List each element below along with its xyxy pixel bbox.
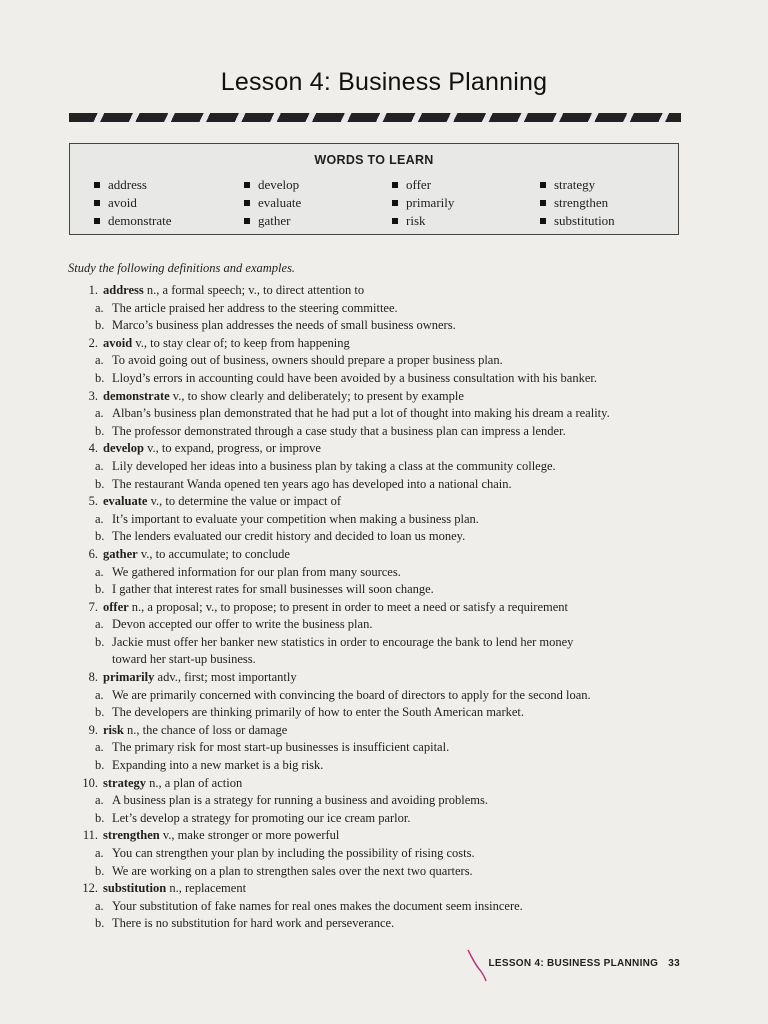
example-letter: a. [95,740,104,755]
example-sentence [74,423,694,441]
pen-mark [466,948,488,982]
entry-word: offer [103,599,129,614]
example-letter: a. [95,300,104,315]
example-sentence [74,739,694,757]
example-text: Your substitution of fake names for real ones makes the document seem insincere. [112,898,523,913]
example-text: You can strengthen your plan by including the possibility of rising costs. [112,846,475,860]
entry-word: address [103,283,144,297]
example-letter: a. [95,687,104,702]
example-sentence [74,704,694,722]
example-letter: a. [95,617,104,632]
example-letter: b. [95,423,105,438]
entry-word: primarily [103,670,155,685]
entry-definition: n., a formal speech; v., to direct attention to [143,283,365,297]
example-letter: a. [95,458,104,473]
example-text: There is no substitution for hard work and perseverance. [112,916,395,931]
example-sentence [74,863,694,881]
entry-head [74,827,694,845]
entry-definition: v., to accumulate; to conclude [137,546,290,561]
example-letter: b. [95,863,105,878]
entry-number: 4. [88,441,98,456]
entry-head [74,493,694,511]
entry-head [74,282,694,300]
example-sentence [74,757,694,775]
word-item: gather [244,212,301,230]
entry-word: strengthen [103,828,160,843]
entry-number: 6. [88,546,98,561]
example-text: We gathered information for our plan from many sources. [112,564,401,579]
page-title: Lesson 4: Business Planning [220,68,548,96]
example-text: The developers are thinking primarily of how to enter the South American market. [112,705,525,720]
example-text: The restaurant Wanda opened ten years ago has developed into a national chain. [112,476,512,491]
word-column [540,176,615,230]
example-sentence [74,687,694,705]
entry-word: risk [103,722,124,737]
definition-entry [74,335,694,388]
example-sentence [74,511,694,529]
entry-number: 9. [88,722,98,737]
example-text: Jackie must offer her banker new statistics in order to encourage the bank to lend her money [112,634,574,649]
entry-head [74,388,694,406]
word-item: evaluate [244,194,301,212]
definition-entry [74,775,694,828]
page-number: 33 [668,958,680,969]
example-letter: a. [95,846,104,860]
word-item: strategy [540,176,615,194]
example-letter: b. [95,810,105,825]
footer-label: LESSON 4: BUSINESS PLANNING [488,958,659,969]
entry-definition: adv., first; most importantly [154,670,297,685]
example-letter: b. [95,916,105,931]
example-letter: b. [95,582,105,597]
entry-head [74,440,694,458]
definition-entry [74,388,694,441]
definition-entry [74,599,694,669]
example-letter: a. [95,564,104,579]
entry-definition: v., to stay clear of; to keep from happening [132,335,350,350]
example-text: The article praised her address to the steering committee. [112,300,398,315]
example-sentence [74,370,694,388]
entry-definition: v., to determine the value or impact of [147,494,342,509]
example-letter: b. [95,318,105,333]
entry-number: 8. [88,670,98,685]
instructions: Study the following definitions and examples. [68,261,296,275]
entry-number: 10. [82,775,98,790]
entry-word: evaluate [103,494,148,509]
example-text: A business plan is a strategy for running a business and avoiding problems. [112,793,488,808]
example-sentence [74,792,694,810]
example-letter: b. [95,758,105,773]
example-text: Lily developed her ideas into a business plan by taking a class at the community college. [112,458,556,473]
word-item: avoid [94,194,172,212]
example-text: The primary risk for most start-up businesses is insufficient capital. [112,740,450,755]
decorative-stripe [69,113,681,122]
word-item: offer [392,176,454,194]
example-letter: b. [95,705,105,720]
example-letter: a. [95,406,104,421]
example-sentence [74,564,694,582]
entry-word: gather [103,546,138,561]
example-letter: a. [95,511,104,526]
definition-entry [74,282,694,335]
word-column [94,176,172,230]
entry-definition: v., make stronger or more powerful [159,828,340,843]
entry-definition: n., a plan of action [146,775,243,790]
word-item: substitution [540,212,615,230]
example-sentence [74,458,694,476]
example-text: Marco’s business plan addresses the needs of small business owners. [112,318,456,333]
word-column [244,176,301,230]
entry-definition: n., a proposal; v., to propose; to present in order to meet a need or satisfy a requirement [128,599,569,614]
words-to-learn-box [69,143,679,235]
entry-head [74,546,694,564]
example-sentence [74,634,694,669]
example-text: It’s important to evaluate your competition when making a business plan. [112,511,479,526]
example-sentence [74,352,694,370]
word-item: demonstrate [94,212,172,230]
example-text: We are working on a plan to strengthen sales over the next two quarters. [112,863,473,878]
definition-entry [74,722,694,775]
definition-entry [74,546,694,599]
entry-head [74,775,694,793]
entry-head [74,669,694,687]
definition-entry [74,880,694,933]
example-text: Let’s develop a strategy for promoting our ice cream parlor. [112,810,411,825]
entry-word: substitution [103,881,167,896]
word-item: risk [392,212,454,230]
entry-head [74,599,694,617]
example-sentence [74,616,694,634]
example-sentence [74,528,694,546]
entry-word: avoid [103,335,133,350]
entry-number: 5. [88,494,98,509]
page-footer [488,958,680,969]
entry-number: 11. [82,828,98,843]
entry-word: strategy [103,775,147,790]
word-item: address [94,176,172,194]
example-sentence [74,915,694,933]
example-letter: b. [95,370,105,385]
example-sentence [74,317,694,335]
example-text: Alban’s business plan demonstrated that he had put a lot of thought into making his dream a reality. [112,406,610,421]
example-sentence [74,476,694,494]
example-letter: b. [95,476,105,491]
entry-number: 2. [88,335,98,350]
example-text: The professor demonstrated through a case study that a business plan can impress a lender. [112,423,566,438]
example-sentence [74,581,694,599]
words-box-heading: WORDS TO LEARN [314,153,434,167]
example-letter: b. [95,529,105,544]
word-column [392,176,454,230]
example-text: I gather that interest rates for small businesses will soon change. [112,582,434,597]
definition-entry [74,493,694,546]
example-text: We are primarily concerned with convincing the board of directors to apply for the second loan. [112,687,591,702]
example-text: The lenders evaluated our credit history and decided to loan us money. [112,529,466,544]
example-letter: b. [95,634,105,649]
entry-head [74,335,694,353]
entry-number: 1. [88,283,98,297]
entry-definition: v., to expand, progress, or improve [143,441,321,456]
entry-number: 12. [82,881,98,896]
example-text-continued: toward her start-up business. [112,652,256,667]
entry-number: 7. [88,599,98,614]
entry-definition: n., replacement [166,881,247,896]
definition-entry [74,669,694,722]
entry-head [74,880,694,898]
example-sentence [74,300,694,318]
word-item: primarily [392,194,454,212]
entry-word: demonstrate [103,388,170,403]
definitions-list [74,282,694,933]
word-item: develop [244,176,301,194]
example-text: Lloyd’s errors in accounting could have been avoided by a business consultation with his banker. [112,370,597,385]
entry-head [74,722,694,740]
example-text: Devon accepted our offer to write the business plan. [112,617,373,632]
example-letter: a. [95,898,104,913]
example-letter: a. [95,353,104,368]
example-text: Expanding into a new market is a big risk. [112,758,324,773]
word-item: strengthen [540,194,615,212]
entry-definition: n., the chance of loss or damage [123,722,288,737]
example-letter: a. [95,793,104,808]
entry-definition: v., to show clearly and deliberately; to present by example [169,388,464,403]
entry-word: develop [103,441,144,456]
example-sentence [74,898,694,916]
entry-number: 3. [88,388,98,403]
definition-entry [74,440,694,493]
example-sentence [74,810,694,828]
example-text: To avoid going out of business, owners should prepare a proper business plan. [112,353,503,368]
example-sentence [74,845,694,863]
example-sentence [74,405,694,423]
definition-entry [74,827,694,880]
